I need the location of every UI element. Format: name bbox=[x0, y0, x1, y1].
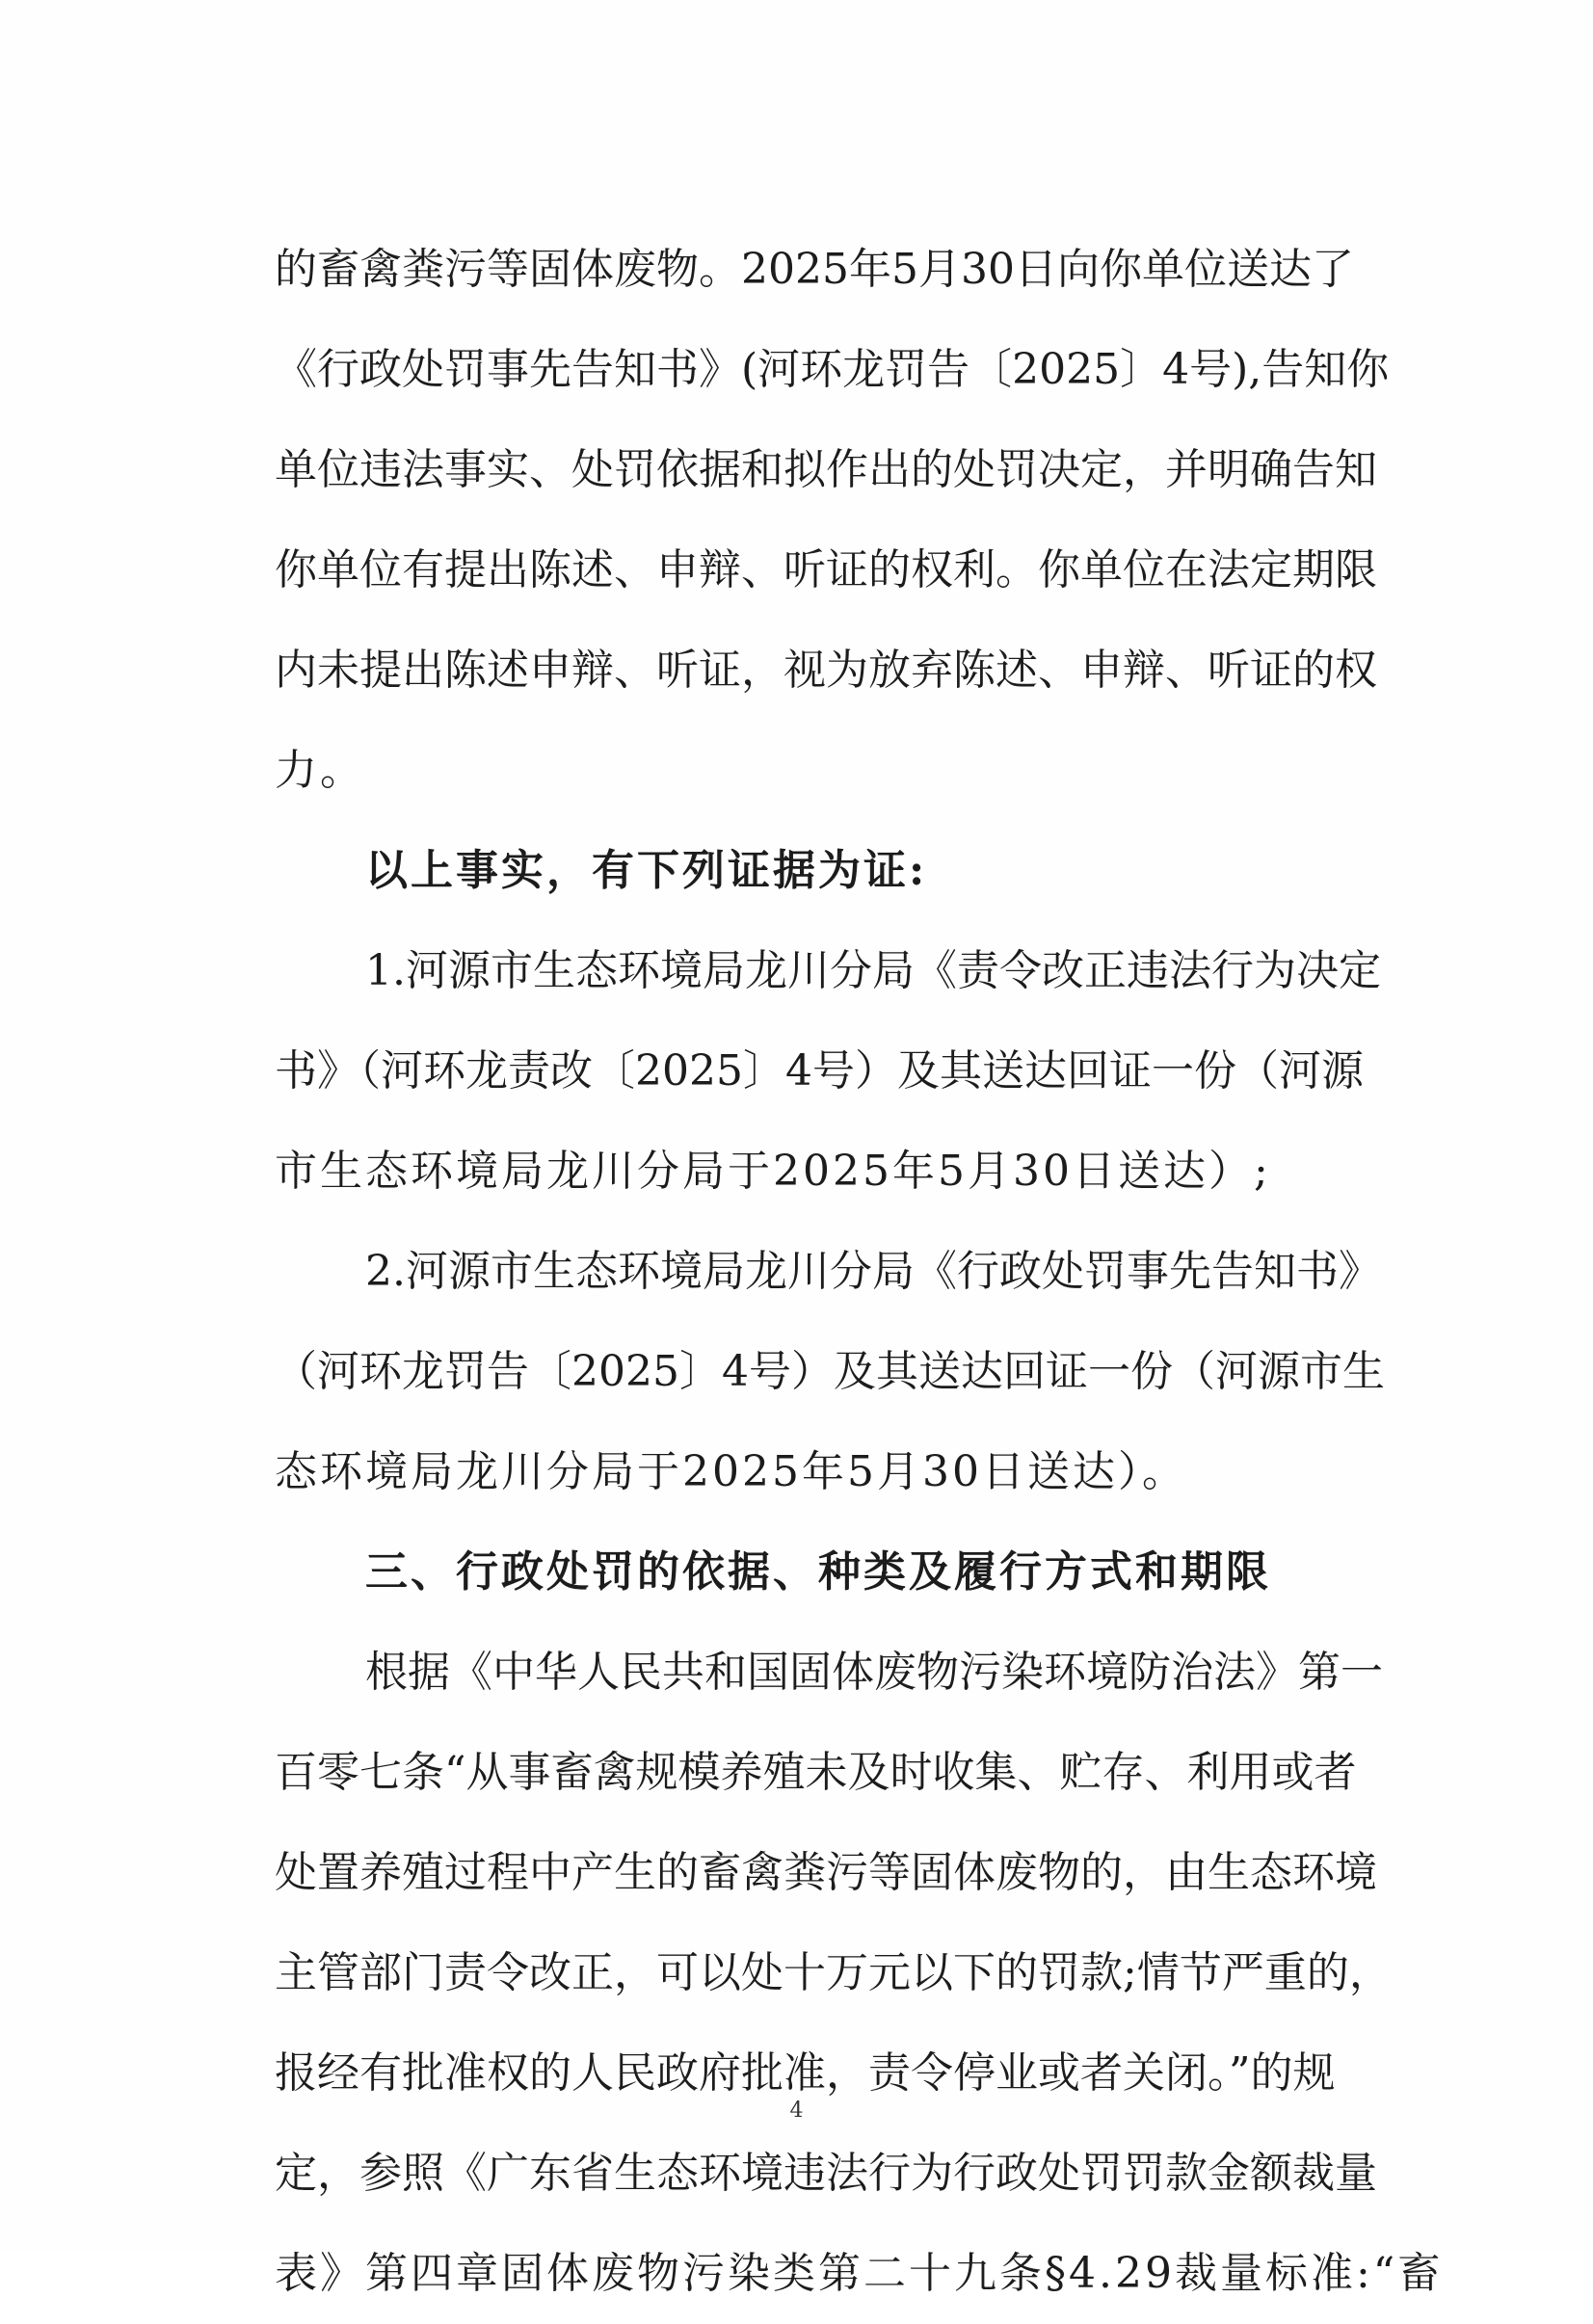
text-line: 1.河源市生态环境局龙川分局《责令改正违法行为决定 bbox=[365, 946, 1381, 995]
text-line: 态环境局龙川分局于2025年5月30日送达）。 bbox=[275, 1447, 1187, 1496]
text-line: 的畜禽粪污等固体废物。2025年5月30日向你单位送达了 bbox=[275, 245, 1354, 294]
text-line: 主管部门责令改正，可以处十万元以下的罚款;情节严重的， bbox=[275, 1948, 1392, 1997]
text-line: 2.河源市生态环境局龙川分局《行政处罚事先告知书》 bbox=[365, 1247, 1381, 1296]
text-line: 百零七条“从事畜禽规模养殖未及时收集、贮存、利用或者 bbox=[275, 1748, 1357, 1797]
text-line: 《行政处罚事先告知书》(河环龙罚告〔2025〕4号),告知你 bbox=[275, 345, 1390, 394]
text-line: 表》第四章固体废物污染类第二十九条§4.29裁量标准:“畜 bbox=[275, 2249, 1444, 2298]
text-line: 报经有批准权的人民政府批准，责令停业或者关闭。”的规 bbox=[275, 2048, 1336, 2098]
text-line: （河环龙罚告〔2025〕4号）及其送达回证一份（河源市生 bbox=[275, 1347, 1385, 1396]
text-line: 内未提出陈述申辩、听证，视为放弃陈述、申辩、听证的权 bbox=[275, 646, 1377, 695]
text-line: 你单位有提出陈述、申辩、听证的权利。你单位在法定期限 bbox=[275, 545, 1377, 594]
text-line: 书》（河环龙责改〔2025〕4号）及其送达回证一份（河源 bbox=[275, 1046, 1364, 1096]
text-line: 根据《中华人民共和国固体废物污染环境防治法》第一 bbox=[365, 1648, 1383, 1697]
text-line: 市生态环境局龙川分局于2025年5月30日送达）; bbox=[275, 1147, 1271, 1196]
text-line: 定，参照《广东省生态环境违法行为行政处罚罚款金额裁量 bbox=[275, 2149, 1377, 2198]
text-line: 单位违法事实、处罚依据和拟作出的处罚决定，并明确告知 bbox=[275, 445, 1377, 494]
page-number: 4 bbox=[789, 2099, 804, 2123]
section-heading: 以上事实，有下列证据为证: bbox=[365, 846, 928, 895]
text-line: 力。 bbox=[275, 746, 365, 795]
body-text bbox=[275, 220, 1444, 2324]
text-line: 处置养殖过程中产生的畜禽粪污等固体废物的，由生态环境 bbox=[275, 1848, 1377, 1897]
section-heading: 三、行政处罚的依据、种类及履行方式和期限 bbox=[365, 1547, 1271, 1597]
